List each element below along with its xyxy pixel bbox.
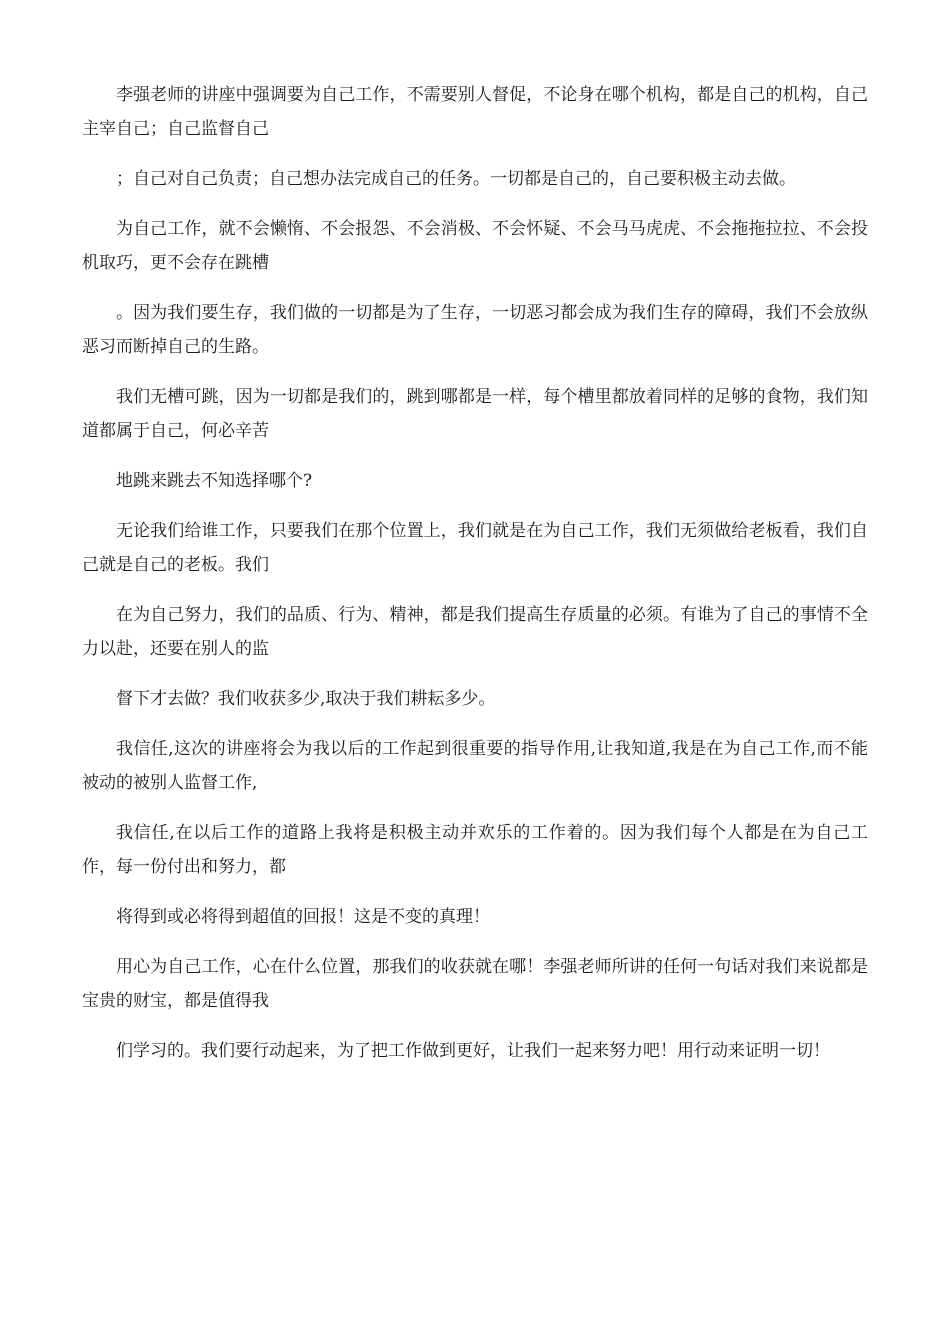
paragraph-4: 。因为我们要生存，我们做的一切都是为了生存，一切恶习都会成为我们生存的障碍，我们不会放纵恶习而断掉自己的生路。 (82, 303, 868, 357)
paragraph-6: 地跳来跳去不知选择哪个? (116, 471, 313, 491)
paragraph-13: 用心为自己工作，心在什么位置，那我们的收获就在哪！李强老师所讲的任何一句话对我们来说都是宝贵的财宝，都是值得我 (82, 957, 868, 1011)
paragraph-14: 们学习的。我们要行动起来，为了把工作做到更好，让我们一起来努力吧！用行动来证明一切！ (116, 1041, 830, 1061)
paragraph-3: 为自己工作，就不会懒惰、不会报怨、不会消极、不会怀疑、不会马马虎虎、不会拖拖拉拉、不会投机取巧，更不会存在跳槽 (82, 219, 868, 273)
paragraph-10: 我信任,这次的讲座将会为我以后的工作起到很重要的指导作用,让我知道,我是在为自己工作,而不能被动的被别人监督工作, (82, 739, 868, 793)
paragraph-12: 将得到或必将得到超值的回报！这是不变的真理！ (116, 907, 490, 927)
paragraph-7: 无论我们给谁工作，只要我们在那个位置上，我们就是在为自己工作，我们无须做给老板看，我们自己就是自己的老板。我们 (82, 521, 868, 575)
document-body (82, 78, 868, 1084)
paragraph-8: 在为自己努力，我们的品质、行为、精神，都是我们提高生存质量的必须。有谁为了自己的事情不全力以赴，还要在别人的监 (82, 605, 868, 659)
paragraph-9: 督下才去做？我们收获多少,取决于我们耕耘多少。 (116, 689, 496, 709)
paragraph-2: ；自己对自己负责；自己想办法完成自己的任务。一切都是自己的，自己要积极主动去做。 (116, 169, 796, 189)
paragraph-1: 李强老师的讲座中强调要为自己工作，不需要别人督促，不论身在哪个机构，都是自己的机构，自己主宰自己；自己监督自己 (82, 85, 868, 139)
paragraph-5: 我们无槽可跳，因为一切都是我们的，跳到哪都是一样，每个槽里都放着同样的足够的食物，我们知道都属于自己，何必辛苦 (82, 387, 868, 441)
paragraph-11: 我信任,在以后工作的道路上我将是积极主动并欢乐的工作着的。因为我们每个人都是在为自己工作，每一份付出和努力，都 (82, 823, 868, 877)
